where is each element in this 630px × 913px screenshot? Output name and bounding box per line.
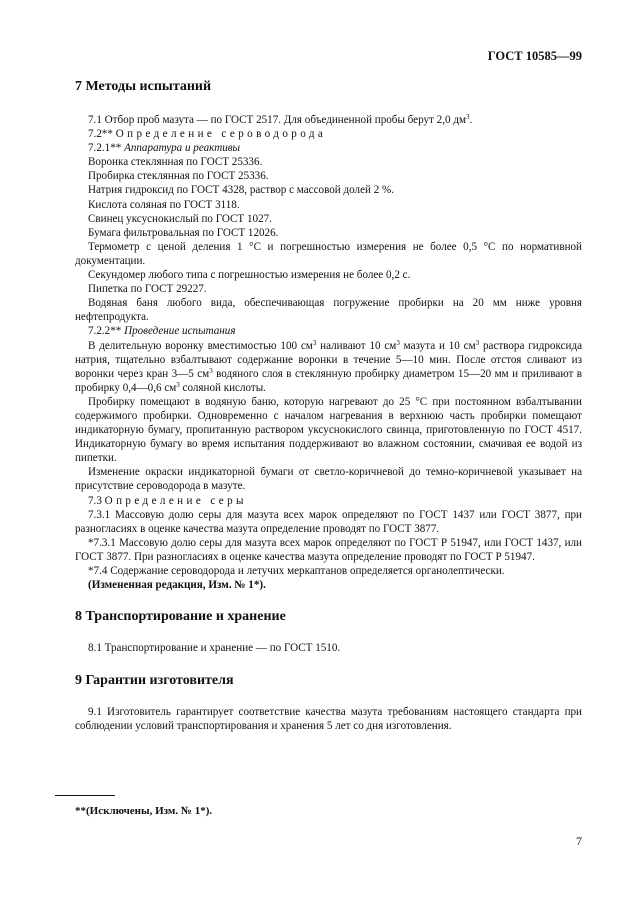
para-7-3: 7.3 Определение серы: [88, 494, 247, 507]
section-7-title: 7 Методы испытаний: [75, 79, 212, 94]
para-7-2-1: 7.2.1** Аппаратура и реактивы: [88, 142, 241, 155]
para-7-4: *7.4 Содержание сероводорода и летучих меркаптанов определяется органолептически.: [88, 565, 505, 577]
para-9-1: 9.1 Изготовитель гарантирует соответствие качества мазута требованиям настоящего стандарта при соблюдении условий транспортирования и хранения 5 лет со дня изготовления.: [75, 706, 582, 733]
reagent-item: Воронка стеклянная по ГОСТ 25336.: [88, 156, 263, 169]
amendment-note: (Измененная редакция, Изм. № 1*).: [88, 579, 266, 592]
stopwatch-para: Секундомер любого типа с погрешностью измерения не более 0,2 с.: [88, 269, 411, 282]
para-7-1: 7.1 Отбор проб мазута — по ГОСТ 2517. Для объединенной пробы берут 2,0 $дм^3$.: [88, 113, 473, 126]
para-7-3-1-amended: *7.3.1 Массовую долю серы для мазута всех марок определяют по ГОСТ Р 51947, или ГОСТ 1437, или ГОСТ 3877. При разногласиях в оценке качества мазута определение проводят по ГОСТ Р 51947.: [75, 536, 582, 563]
procedure-para-3: Изменение окраски индикаторной бумаги от светло-коричневой до темно-коричневой указывает на присутствие сероводорода в мазуте.: [75, 466, 582, 493]
procedure-para-2: Пробирку помещают в водяную баню, которую нагревают до 25 °С при постоянном взбалтывании содержимого пробирки. Одновременно с началом нагревания в верхнюю часть пробирки помещают индикаторную бумагу, пропитанную раствором уксуснокислого свинца, приготовленную по ГОСТ 4517. Индикаторную бумагу во время испытания поддерживают во влажном состоянии, смачивая ее водой из пипетки.: [75, 395, 582, 465]
water-bath-para: Водяная баня любого вида, обеспечивающая погружение пробирки на 20 мм ниже уровня нефтепродукта.: [75, 297, 582, 324]
reagent-item: Натрия гидроксид по ГОСТ 4328, раствор с массовой долей 2 %.: [88, 184, 395, 197]
reagent-item: Пробирка стеклянная по ГОСТ 25336.: [88, 170, 269, 183]
reagent-item: Бумага фильтровальная по ГОСТ 12026.: [88, 226, 279, 239]
standard-header: ГОСТ 10585—99: [487, 49, 582, 63]
footnote: **(Исключены, Изм. № 1*).: [75, 805, 213, 817]
page-number: 7: [576, 834, 582, 848]
page-content: [75, 78, 582, 733]
para-7-2-2: 7.2.2** Проведение испытания: [88, 325, 236, 338]
footnote-divider: [55, 795, 115, 796]
para-7-3-1: 7.3.1 Массовую долю серы для мазута всех марок определяют по ГОСТ 1437 или ГОСТ 3877, при разногласиях в оценке качества мазута определение проводят по ГОСТ 3877.: [75, 508, 582, 535]
para-8-1: 8.1 Транспортирование и хранение — по ГОСТ 1510.: [88, 642, 341, 655]
procedure-para-1: В делительную воронку вместимостью 100 $см^3$ наливают 10 $см^3$ мазута и 10 $см^3$ раствора гидроксида натрия, тщательно взбалтывают содержание воронки в течение 5—10 мин. После отстоя сливают из воронки через кран 3—5 $см^3$ водяного слоя в стеклянную пробирку диаметром 15—20 мм и приливают в пробирку 0,4—0,6 $см^3$ соляной кислоты.: [75, 338, 583, 394]
section-8-title: 8 Транспортирование и хранение: [75, 609, 286, 625]
section-9-title: 9 Гарантии изготовителя: [75, 673, 234, 689]
reagent-item: Кислота соляная по ГОСТ 3118.: [88, 198, 240, 211]
para-7-2: 7.2** Определение сероводорода: [88, 128, 327, 141]
pipette-para: Пипетка по ГОСТ 29227.: [88, 283, 207, 296]
thermometer-para: Термометр с ценой деления 1 °С и погрешностью измерения не более 0,5 °С по нормативной документации.: [75, 240, 582, 267]
reagent-item: Свинец уксуснокислый по ГОСТ 1027.: [88, 212, 272, 225]
